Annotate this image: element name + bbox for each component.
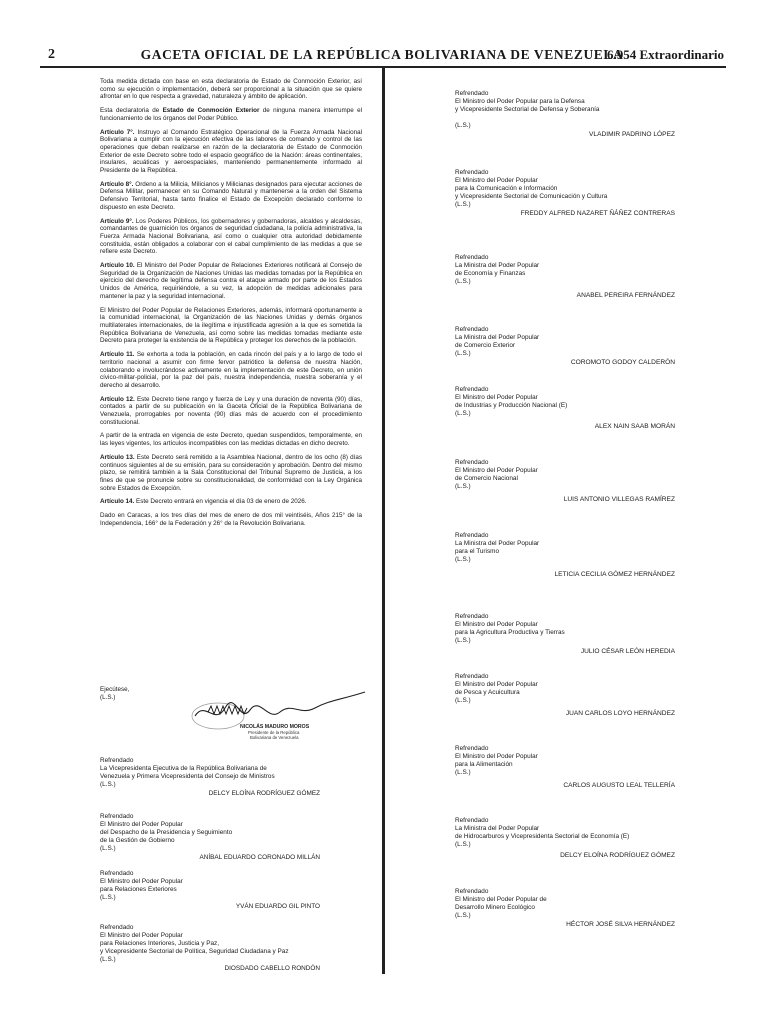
- refrendo-agricultura: Refrendado El Ministro del Poder Popular para la Agricultura Productiva y Tierras (L.S.) JULIO CÉSAR LEÓN HEREDIA: [455, 613, 675, 655]
- refrendo-comercio-exterior: Refrendado La Ministra del Poder Popular de Comercio Exterior (L.S.) COROMOTO GODOY CALDERÓN: [455, 326, 675, 366]
- refrendo-comercio-nacional: Refrendado El Ministro del Poder Popular de Comercio Nacional (L.S.) LUIS ANTONIO VILLEGAS RAMÍREZ: [455, 459, 675, 503]
- refrendo-name: ANABEL PEREIRA FERNÁNDEZ: [576, 291, 675, 299]
- dated-in-caracas: Dado en Caracas, a los tres días del mes de enero de dos mil veintiséis, Años 215° de la Independencia, 166° de la Federación y 26° de la Revolución Bolivariana.: [100, 512, 362, 527]
- refrendo-name: DELCY ELOÍNA RODRÍGUEZ GÓMEZ: [208, 789, 320, 797]
- paragraph: Esta declaratoria de Estado de Conmoción Exterior de ninguna manera interrumpe el funcionamiento de los órganos del Poder Público.: [100, 107, 362, 122]
- article-11: Artículo 11. Se exhorta a toda la población, en cada rincón del país y a lo largo de todo el territorio nacional a asumir con firme fervor patriótico la defensa de nuestra Nación, colaborando e involucrándose activamente en la implementación de este Decreto, en unión cívico-militar-policial, por la paz del país, nuestra independencia, nuestra soberanía y el derecho al desarrollo.: [100, 351, 363, 389]
- refrendo-name: ANÍBAL EDUARDO CORONADO MILLÁN: [199, 853, 320, 861]
- presidential-signature: [180, 686, 370, 746]
- refrendo-alimentacion: Refrendado El Ministro del Poder Popular para la Alimentación (L.S.) CARLOS AUGUSTO LEAL TELLERÍA: [455, 745, 675, 789]
- article-13: Artículo 13. Este Decreto será remitido a la Asamblea Nacional, dentro de los ocho (8) días continuos siguientes al de su emisión, para su consideración y aprobación. Dentro del mismo plazo, se remitirá también a la Sala Constitucional del Tribunal Supremo de Justicia, a los fines de que se pronuncie sobre su constitucionalidad, de conformidad con la Ley Orgánica sobre Estados de Excepción.: [100, 453, 362, 492]
- left-column: [100, 78, 362, 533]
- refrendo-name: JUAN CARLOS LOYO HERNÁNDEZ: [565, 709, 675, 717]
- refrendo-name: LUIS ANTONIO VILLEGAS RAMÍREZ: [563, 495, 675, 503]
- article-7: Artículo 7°. Instruyo al Comando Estratégico Operacional de la Fuerza Armada Nacional Bolivariana a cumplir con la ejecución efectiva de las labores de comando y control de las operaciones que deban realizarse en razón de la declaratoria de Estado de Conmoción Exterior de este Decreto sobre todo el espacio geográfico de la Nación: áreas continentales, insulares, acuáticas y aeroespaciales, manteniendo permanentemente informado al Presidente de la República.: [100, 128, 362, 175]
- refrendo-name: YVÁN EDUARDO GIL PINTO: [235, 902, 320, 910]
- refrendo-name: HÉCTOR JOSÉ SILVA HERNÁNDEZ: [566, 920, 675, 928]
- refrendo-exteriores: Refrendado El Ministro del Poder Popular para Relaciones Exteriores (L.S.) YVÁN EDUARDO GIL PINTO: [100, 870, 320, 910]
- refrendo-name: VLADIMIR PADRINO LÓPEZ: [589, 130, 675, 138]
- execution-block: [100, 686, 380, 740]
- refrendo-vicepresidenta: Refrendado La Vicepresidenta Ejecutiva de la República Bolivariana de Venezuela y Primera Vicepresidenta del Consejo de Ministros (L.S.) DELCY ELOÍNA RODRÍGUEZ GÓMEZ: [100, 757, 320, 797]
- refrendo-defensa: Refrendado El Ministro del Poder Popular para la Defensa y Vicepresidente Sectorial de Defensa y Soberanía (L.S.) VLADIMIR PADRINO LÓPEZ: [455, 90, 675, 138]
- refrendo-name: LETICIA CECILIA GÓMEZ HERNÁNDEZ: [554, 570, 675, 578]
- paragraph: El Ministro del Poder Popular de Relaciones Exteriores, además, informará oportunamente a la comunidad internacional, la Organización de las Naciones Unidas y demás órganos multilaterales internacionales, de la ilegítima e injustificada agresión a la que es sometida la República Bolivariana de Venezuela, así como sobre las medidas tomadas mediante este Decreto para proteger la existencia de la República y proteger los derechos de la población.: [100, 306, 362, 345]
- issue-number: 6.954 Extraordinario: [607, 47, 724, 62]
- refrendo-desarrollo-minero: Refrendado El Ministro del Poder Popular de Desarrollo Minero Ecológico (L.S.) HÉCTOR JOSÉ SILVA HERNÁNDEZ: [455, 888, 675, 928]
- refrendo-name: CARLOS AUGUSTO LEAL TELLERÍA: [563, 781, 675, 789]
- article-9: Artículo 9°. Los Poderes Públicos, los gobernadores y gobernadoras, alcaldes y alcaldesas, comandantes de guarnición los órganos de seguridad ciudadana, la policía administrativa, la Fuerza Armada Nacional Bolivariana, así como o cualquier otra autoridad debidamente constituida, están obligados a colaborar con el cabal cumplimiento de las medidas a que se refiere este Decreto.: [100, 217, 362, 256]
- refrendo-industrias: Refrendado El Ministro del Poder Popular de Industrias y Producción Nacional (E) (L.S.) ALEX NAIN SAAB MORÁN: [455, 386, 675, 430]
- signer-role-2: Bolivariana de Venezuela: [250, 735, 299, 740]
- refrendo-hidrocarburos: Refrendado La Ministra del Poder Popular de Hidrocarburos y Vicepresidenta Sectorial de Economía (E) (L.S.) DELCY ELOÍNA RODRÍGUEZ GÓMEZ: [455, 817, 675, 859]
- article-10: Artículo 10. El Ministro del Poder Popular de Relaciones Exteriores notificará al Consejo de Seguridad de la Organización de Naciones Unidas las medidas tomadas por la República en ejercicio del derecho de legítima defensa contra el ataque armado por parte de los Estados Unidos de América, requiriéndole, a su vez, la adopción de medidas adicionales para mantener la paz y la seguridad internacional.: [100, 262, 362, 300]
- refrendo-turismo: Refrendado La Ministra del Poder Popular para el Turismo (L.S.) LETICIA CECILIA GÓMEZ HERNÁNDEZ: [455, 532, 675, 578]
- refrendo-name: FREDDY ALFRED NAZARET ÑÁÑEZ CONTRERAS: [520, 209, 675, 217]
- refrendo-pesca: Refrendado El Ministro del Poder Popular de Pesca y Acuicultura (L.S.) JUAN CARLOS LOYO HERNÁNDEZ: [455, 673, 675, 717]
- gazette-title: GACETA OFICIAL DE LA REPÚBLICA BOLIVARIANA DE VENEZUELA: [140, 47, 624, 62]
- ls-label: (L.S.): [100, 694, 116, 701]
- refrendo-despacho: Refrendado El Ministro del Poder Popular del Despacho de la Presidencia y Seguimiento de la Gestión de Gobierno (L.S.) ANÍBAL EDUARDO CORONADO MILLÁN: [100, 813, 320, 861]
- article-14: Artículo 14. Este Decreto entrará en vigencia el día 03 de enero de 2026.: [100, 498, 307, 506]
- paragraph: Toda medida dictada con base en esta declaratoria de Estado de Conmoción Exterior, así como su ejecución o implementación, deberá ser proporcional a la situación que se quiere afrontar en lo que respecta a gravedad, naturaleza y ámbito de aplicación.: [100, 78, 362, 101]
- refrendo-name: COROMOTO GODOY CALDERÓN: [570, 358, 675, 366]
- signer-role-1: Presidente de la República: [248, 730, 300, 735]
- signer-name: NICOLÁS MADURO MOROS: [240, 724, 310, 730]
- refrendo-name: ALEX NAIN SAAB MORÁN: [594, 422, 675, 430]
- column-divider: [382, 68, 385, 974]
- refrendo-economia-finanzas: Refrendado La Ministra del Poder Popular de Economía y Finanzas (L.S.) ANABEL PEREIRA FERNÁNDEZ: [455, 254, 675, 299]
- refrendo-name: DELCY ELOÍNA RODRÍGUEZ GÓMEZ: [560, 851, 675, 859]
- paragraph: A partir de la entrada en vigencia de este Decreto, quedan suspendidos, temporalmente, en las leyes vigentes, los artículos incompatibles con las medidas dictadas en dicho decreto.: [100, 432, 362, 448]
- refrendo-comunicacion: Refrendado El Ministro del Poder Popular para la Comunicación e Información y Vicepresidente Sectorial de Comunicación y Cultura (L.S.) FREDDY ALFRED NAZARET ÑÁÑEZ CONTRERAS: [455, 169, 675, 217]
- refrendo-interiores: Refrendado El Ministro del Poder Popular para Relaciones Interiores, Justicia y Paz, y Vicepresidente Sectorial de Política, Seguridad Ciudadana y Paz (L.S.) DIOSDADO CABELLO RONDÓN: [100, 924, 320, 972]
- article-8: Artículo 8°. Ordeno a la Milicia, Milicianos y Milicianas designados para ejecutar acciones de Defensa Militar, permanecer en su Comando Natural y mantenerse a la orden del Sistema Defensivo Territorial, hasta tanto finalice el Estado de Excepción declarado conforme lo dispuesto en este Decreto.: [100, 180, 363, 211]
- refrendo-name: JULIO CÉSAR LEÓN HEREDIA: [580, 647, 675, 655]
- ejecutese-label: Ejecútese,: [100, 686, 130, 693]
- article-12: Artículo 12. Este Decreto tiene rango y fuerza de Ley y una duración de noventa (90) días, contados a partir de su publicación en la Gaceta Oficial de la República Bolivariana de Venezuela, prorrogables por noventa (90) días más de acuerdo con el procedimiento constitucional.: [100, 395, 363, 426]
- refrendo-name: DIOSDADO CABELLO RONDÓN: [224, 964, 320, 972]
- page-number: 2: [48, 47, 55, 62]
- gazette-header: [40, 47, 724, 65]
